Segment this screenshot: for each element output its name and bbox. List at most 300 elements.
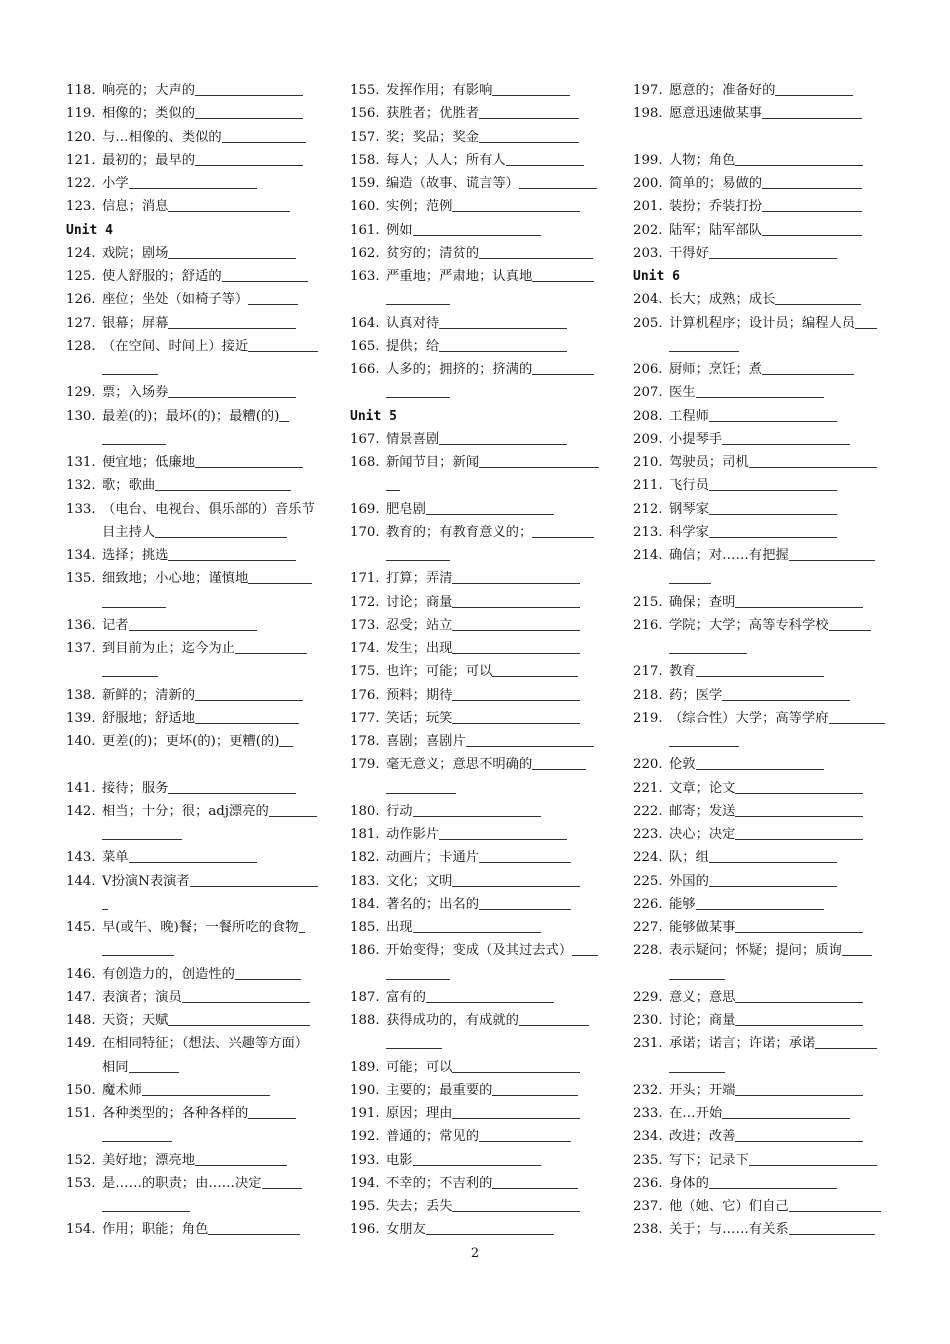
page-number: 2 (470, 1246, 480, 1261)
vocab-entry (350, 939, 612, 962)
vocab-entry (633, 986, 895, 1009)
answer-blank (492, 82, 570, 96)
answer-blank (492, 1082, 578, 1096)
unit-heading: Unit 6 (633, 269, 680, 284)
entry-number: 173. (350, 617, 380, 633)
answer-blank (426, 501, 554, 515)
entry-meaning: 关于；与……有关系 (669, 1222, 789, 1238)
answer-blank (129, 175, 257, 189)
answer-blank (413, 803, 541, 817)
entry-number: 205. (633, 315, 663, 331)
answer-blank (168, 547, 296, 561)
entry-meaning: 决心；决定 (669, 827, 736, 842)
vocab-entry (66, 1149, 328, 1172)
answer-blank (709, 477, 837, 491)
entry-meaning: 毫无意义；意思不明确的 (386, 757, 533, 773)
vocab-entry (66, 1079, 328, 1102)
answer-blank (696, 384, 824, 398)
vocab-entry (66, 614, 328, 637)
answer-blank (142, 1082, 270, 1096)
entry-number: 124. (66, 245, 96, 261)
answer-blank (262, 1175, 302, 1189)
vocab-entry (66, 637, 328, 660)
answer-blank (709, 501, 837, 515)
answer-blank (168, 198, 290, 212)
answer-blank (426, 1221, 554, 1235)
entry-meaning: 最初的；最早的 (102, 152, 196, 168)
entry-meaning: 目主持人 (102, 524, 156, 540)
entry-number: 216. (633, 617, 663, 633)
answer-blank (762, 105, 862, 119)
vocab-entry (633, 916, 895, 939)
answer-blank (102, 431, 166, 445)
answer-blank (669, 1059, 725, 1073)
vocab-entry (66, 195, 328, 218)
answer-blank (815, 1035, 877, 1049)
entry-meaning: 教育 (669, 664, 696, 680)
entry-number: 137. (66, 641, 96, 656)
entry-number: 207. (633, 385, 663, 401)
answer-blank (749, 1152, 877, 1166)
entry-meaning: 发生；出现 (386, 641, 453, 656)
entry-number: 195. (350, 1199, 380, 1214)
entry-meaning: 出现 (386, 920, 413, 935)
entry-number: 132. (66, 478, 96, 494)
entry-number: 142. (66, 803, 96, 819)
vocab-entry (66, 102, 328, 125)
answer-blank (248, 570, 312, 584)
answer-blank (168, 1012, 310, 1026)
vocab-entry-continuation (350, 288, 612, 311)
vocab-entry-continuation (66, 893, 328, 916)
entry-number: 151. (66, 1106, 96, 1121)
entry-number: 197. (633, 83, 663, 98)
vocab-entry (66, 684, 328, 707)
entry-meaning: 使人舒服的；舒适的 (102, 269, 222, 284)
entry-meaning: 能够 (669, 896, 696, 912)
entry-number: 166. (350, 362, 380, 377)
entry-meaning: 是……的职责；由……决定 (102, 1175, 262, 1191)
answer-blank (669, 570, 711, 584)
entry-meaning: 文章；论文 (669, 780, 736, 796)
answer-blank (386, 966, 450, 980)
entry-meaning: 普通的；常见的 (386, 1129, 480, 1145)
entry-meaning: 陆军；陆军部队 (669, 222, 763, 238)
vocab-entry (350, 986, 612, 1009)
entry-meaning: 飞行员 (669, 478, 709, 494)
entry-number: 210. (633, 455, 663, 470)
entry-meaning: 早(或午、晚)餐；一餐所吃的食物 (102, 920, 299, 935)
answer-blank (532, 361, 594, 375)
vocab-entry (66, 986, 328, 1009)
entry-number: 231. (633, 1036, 663, 1052)
unit-heading: Unit 5 (350, 408, 397, 424)
entry-meaning: 情景喜剧 (386, 431, 440, 447)
answer-blank (669, 733, 739, 747)
entry-number: 201. (633, 199, 663, 215)
entry-number: 126. (66, 292, 96, 308)
vocab-entry (633, 893, 895, 916)
entry-number: 232. (633, 1082, 663, 1098)
answer-blank (413, 919, 541, 933)
answer-blank (479, 129, 579, 143)
entry-meaning: 愿意的；准备好的 (669, 83, 776, 98)
entry-number: 140. (66, 734, 96, 749)
answer-blank (696, 896, 824, 910)
entry-meaning: 愿意迅速做某事 (669, 106, 763, 122)
answer-blank (735, 152, 863, 166)
answer-blank (532, 524, 594, 538)
vocab-entry (633, 451, 895, 474)
entry-meaning: 各种类型的；各种各样的 (102, 1106, 249, 1121)
entry-number: 159. (350, 176, 380, 191)
vocab-entry (633, 660, 895, 683)
entry-number: 174. (350, 641, 380, 656)
entry-meaning: 选择；挑选 (102, 548, 169, 563)
entry-number: 120. (66, 129, 96, 145)
entry-number: 149. (66, 1036, 96, 1052)
vocab-entry (633, 870, 895, 893)
entry-meaning: 写下；记录下 (669, 1152, 749, 1168)
entry-number: 209. (633, 431, 663, 447)
entry-meaning: 承诺；诺言；许诺；承诺 (669, 1036, 816, 1052)
answer-blank (709, 524, 837, 538)
entry-number: 203. (633, 245, 663, 261)
vocab-entry (350, 1172, 612, 1195)
answer-blank (532, 756, 586, 770)
vocab-entry (350, 451, 612, 474)
entry-number: 122. (66, 176, 96, 191)
entry-number: 225. (633, 873, 663, 889)
entry-number: 170. (350, 524, 380, 540)
answer-blank (129, 617, 257, 631)
vocab-entry (350, 335, 612, 358)
vocab-entry (350, 312, 612, 335)
entry-meaning: 确信；对……有把握 (669, 548, 789, 563)
vocab-entry (350, 591, 612, 614)
entry-number: 131. (66, 455, 96, 470)
entry-number: 176. (350, 687, 380, 703)
vocab-entry-continuation (633, 126, 895, 149)
vocab-entry (66, 1102, 328, 1125)
vocab-entry (633, 1172, 895, 1195)
entry-meaning: 装扮；乔装打扮 (669, 199, 763, 215)
vocab-entry (350, 916, 612, 939)
vocab-entry (66, 777, 328, 800)
entry-number: 228. (633, 943, 663, 959)
entry-number: 128. (66, 338, 96, 354)
entry-number: 130. (66, 408, 96, 424)
entry-number: 202. (633, 222, 663, 238)
answer-blank (789, 1198, 881, 1212)
vocab-entry-continuation (66, 521, 328, 544)
entry-number: 211. (633, 478, 663, 494)
entry-meaning: 人物；角色 (669, 152, 736, 168)
vocab-entry (633, 707, 895, 730)
answer-blank (735, 594, 863, 608)
entry-number: 168. (350, 455, 380, 470)
entry-number: 147. (66, 989, 96, 1005)
answer-blank (722, 431, 850, 445)
entry-meaning: 相像的；类似的 (102, 106, 196, 122)
entry-meaning: 歌；歌曲 (102, 478, 156, 494)
answer-blank (762, 361, 854, 375)
entry-number: 187. (350, 989, 380, 1005)
entry-number: 125. (66, 269, 96, 284)
entry-number: 181. (350, 827, 380, 842)
entry-number: 234. (633, 1129, 663, 1145)
entry-number: 218. (633, 687, 663, 703)
entry-number: 158. (350, 152, 380, 168)
answer-blank (735, 826, 863, 840)
entry-number: 206. (633, 362, 663, 377)
entry-meaning: 学院；大学；高等专科学校 (669, 617, 829, 633)
vocab-entry (350, 265, 612, 288)
entry-number: 191. (350, 1106, 380, 1121)
answer-blank (168, 384, 296, 398)
answer-blank (102, 942, 174, 956)
vocab-entry (633, 544, 895, 567)
entry-meaning: 座位；坐处（如椅子等） (102, 292, 249, 308)
entry-meaning: 每人；人人；所有人 (386, 152, 506, 168)
entry-meaning: 不幸的；不吉利的 (386, 1175, 493, 1191)
unit-heading: Unit 4 (66, 222, 113, 238)
vocab-entry (633, 498, 895, 521)
entry-number: 208. (633, 408, 663, 424)
answer-blank (452, 570, 580, 584)
entry-meaning: 编造（故事、谎言等） (386, 176, 519, 191)
entry-number: 144. (66, 873, 96, 889)
vocab-entry (66, 846, 328, 869)
entry-number: 127. (66, 315, 96, 331)
answer-blank (155, 524, 287, 538)
entry-number: 138. (66, 687, 96, 703)
answer-blank (709, 873, 837, 887)
answer-blank (709, 1175, 837, 1189)
answer-blank (386, 384, 450, 398)
vocab-entry (350, 358, 612, 381)
answer-blank (735, 919, 863, 933)
entry-number: 186. (350, 943, 380, 959)
entry-number: 198. (633, 106, 663, 122)
answer-blank (190, 873, 318, 887)
vocab-entry-continuation (66, 591, 328, 614)
vocab-entry-continuation (66, 753, 328, 776)
answer-blank (572, 942, 598, 956)
entry-number: 223. (633, 827, 663, 842)
answer-blank (222, 129, 306, 143)
answer-blank (386, 780, 456, 794)
answer-blank (386, 291, 450, 305)
entry-meaning: 实例；范例 (386, 199, 453, 215)
vocab-entry (350, 567, 612, 590)
entry-number: 172. (350, 594, 380, 610)
entry-meaning: （在空间、时间上）接近 (102, 338, 249, 354)
vocab-entry (633, 1102, 895, 1125)
answer-blank (709, 408, 837, 422)
entry-number: 224. (633, 850, 663, 866)
entry-meaning: 忍受；站立 (386, 617, 453, 633)
entry-meaning: 女朋友 (386, 1222, 426, 1238)
vocab-entry (633, 614, 895, 637)
answer-blank (696, 756, 824, 770)
answer-blank (279, 408, 289, 422)
entry-meaning: 魔术师 (102, 1082, 142, 1098)
vocab-entry (633, 428, 895, 451)
vocab-entry-continuation (350, 474, 612, 497)
entry-meaning: 简单的；易做的 (669, 176, 763, 191)
entry-number: 165. (350, 338, 380, 354)
entry-number: 199. (633, 152, 663, 168)
entry-number: 164. (350, 315, 380, 331)
entry-number: 134. (66, 548, 96, 563)
vocab-entry (66, 149, 328, 172)
entry-number: 118. (66, 83, 96, 98)
vocab-entry (66, 126, 328, 149)
answer-blank (195, 82, 303, 96)
vocab-entry-continuation (66, 823, 328, 846)
entry-number: 154. (66, 1222, 96, 1238)
vocab-entry (350, 521, 612, 544)
entry-meaning: 作用；职能；角色 (102, 1222, 209, 1238)
entry-meaning: 讨论；商量 (669, 1013, 736, 1028)
entry-meaning: 新鲜的；清新的 (102, 687, 196, 703)
entry-meaning: 舒服地；舒适地 (102, 710, 196, 726)
answer-blank (439, 431, 567, 445)
entry-meaning: 小学 (102, 176, 129, 191)
entry-meaning: 预料；期待 (386, 687, 453, 703)
entry-meaning: 文化；文明 (386, 873, 453, 889)
vocab-entry (633, 1032, 895, 1055)
vocab-entry (633, 591, 895, 614)
answer-blank (168, 245, 296, 259)
entry-number: 135. (66, 571, 96, 587)
answer-blank (235, 966, 301, 980)
vocab-entry (66, 544, 328, 567)
vocab-entry (66, 405, 328, 428)
answer-blank (129, 849, 257, 863)
vocab-entry (66, 265, 328, 288)
entry-meaning: 菜单 (102, 850, 129, 866)
entry-number: 121. (66, 152, 96, 168)
vocab-entry (350, 428, 612, 451)
entry-number: 171. (350, 571, 380, 587)
vocab-entry (66, 1218, 328, 1241)
answer-blank (829, 710, 885, 724)
answer-blank (842, 942, 872, 956)
entry-meaning: 发挥作用；有影响 (386, 83, 493, 98)
entry-meaning: 美好地；漂亮地 (102, 1152, 196, 1168)
vocabulary-column-middle (350, 79, 612, 1242)
answer-blank (452, 873, 580, 887)
answer-blank (722, 1105, 850, 1119)
answer-blank (195, 1152, 287, 1166)
vocab-entry (633, 1149, 895, 1172)
entry-meaning: 有创造力的，创造性的 (102, 966, 235, 982)
entry-meaning: 信息；消息 (102, 199, 169, 215)
answer-blank (735, 1012, 863, 1026)
vocab-entry-continuation (633, 730, 895, 753)
answer-blank (506, 152, 584, 166)
entry-number: 192. (350, 1129, 380, 1145)
answer-blank (279, 733, 293, 747)
entry-number: 148. (66, 1013, 96, 1028)
vocab-entry (350, 730, 612, 753)
vocab-entry (633, 684, 895, 707)
answer-blank (102, 1128, 172, 1142)
answer-blank (735, 1128, 863, 1142)
vocab-entry (633, 1125, 895, 1148)
vocab-entry (633, 405, 895, 428)
entry-number: 219. (633, 710, 663, 726)
entry-meaning: 钢琴家 (669, 501, 709, 517)
entry-meaning: 开始变得；变成（及其过去式） (386, 943, 573, 959)
entry-number: 215. (633, 594, 663, 610)
vocab-entry (350, 870, 612, 893)
entry-meaning: 在相同特征；（想法、兴趣等方面） (102, 1036, 309, 1052)
answer-blank (439, 338, 567, 352)
vocab-entry-continuation (350, 777, 612, 800)
entry-number: 183. (350, 873, 380, 889)
vocab-entry (350, 1195, 612, 1218)
answer-blank (248, 1105, 296, 1119)
vocab-entry-continuation (66, 1195, 328, 1218)
entry-meaning: 医生 (669, 385, 696, 401)
answer-blank (129, 1059, 179, 1073)
answer-blank (439, 315, 567, 329)
vocab-entry (633, 1079, 895, 1102)
vocab-entry (633, 242, 895, 265)
answer-blank (182, 989, 310, 1003)
answer-blank (492, 663, 578, 677)
entry-number: 214. (633, 548, 663, 563)
entry-meaning: 药；医学 (669, 687, 723, 703)
entry-number: 236. (633, 1175, 663, 1191)
vocab-entry-continuation (633, 567, 895, 590)
vocab-entry (350, 846, 612, 869)
answer-blank (709, 849, 837, 863)
entry-number: 238. (633, 1222, 663, 1238)
answer-blank (479, 896, 571, 910)
vocab-entry (66, 474, 328, 497)
vocab-entry (633, 800, 895, 823)
entry-number: 182. (350, 850, 380, 866)
entry-meaning: 工程师 (669, 408, 709, 424)
entry-meaning: 也许；可能；可以 (386, 664, 493, 680)
vocab-entry-continuation (66, 660, 328, 683)
entry-number: 150. (66, 1082, 96, 1098)
entry-meaning: 教育的；有教育意义的； (386, 524, 533, 540)
answer-blank (102, 594, 166, 608)
vocab-entry (350, 684, 612, 707)
entry-meaning: 可能；可以 (386, 1059, 453, 1075)
vocab-entry (633, 358, 895, 381)
vocab-entry (66, 963, 328, 986)
answer-blank (735, 989, 863, 1003)
entry-meaning: 表示疑问；怀疑；提问；质询 (669, 943, 842, 959)
entry-number: 143. (66, 850, 96, 866)
answer-blank (168, 780, 296, 794)
entry-meaning: 富有的 (386, 989, 426, 1005)
vocab-entry (350, 823, 612, 846)
vocab-entry (66, 381, 328, 404)
entry-number: 169. (350, 501, 380, 517)
vocab-entry (633, 1218, 895, 1241)
entry-number: 200. (633, 176, 663, 191)
vocab-entry (66, 288, 328, 311)
entry-meaning: 他（她、它）们自己 (669, 1199, 789, 1214)
entry-meaning: 动画片；卡通片 (386, 850, 480, 866)
